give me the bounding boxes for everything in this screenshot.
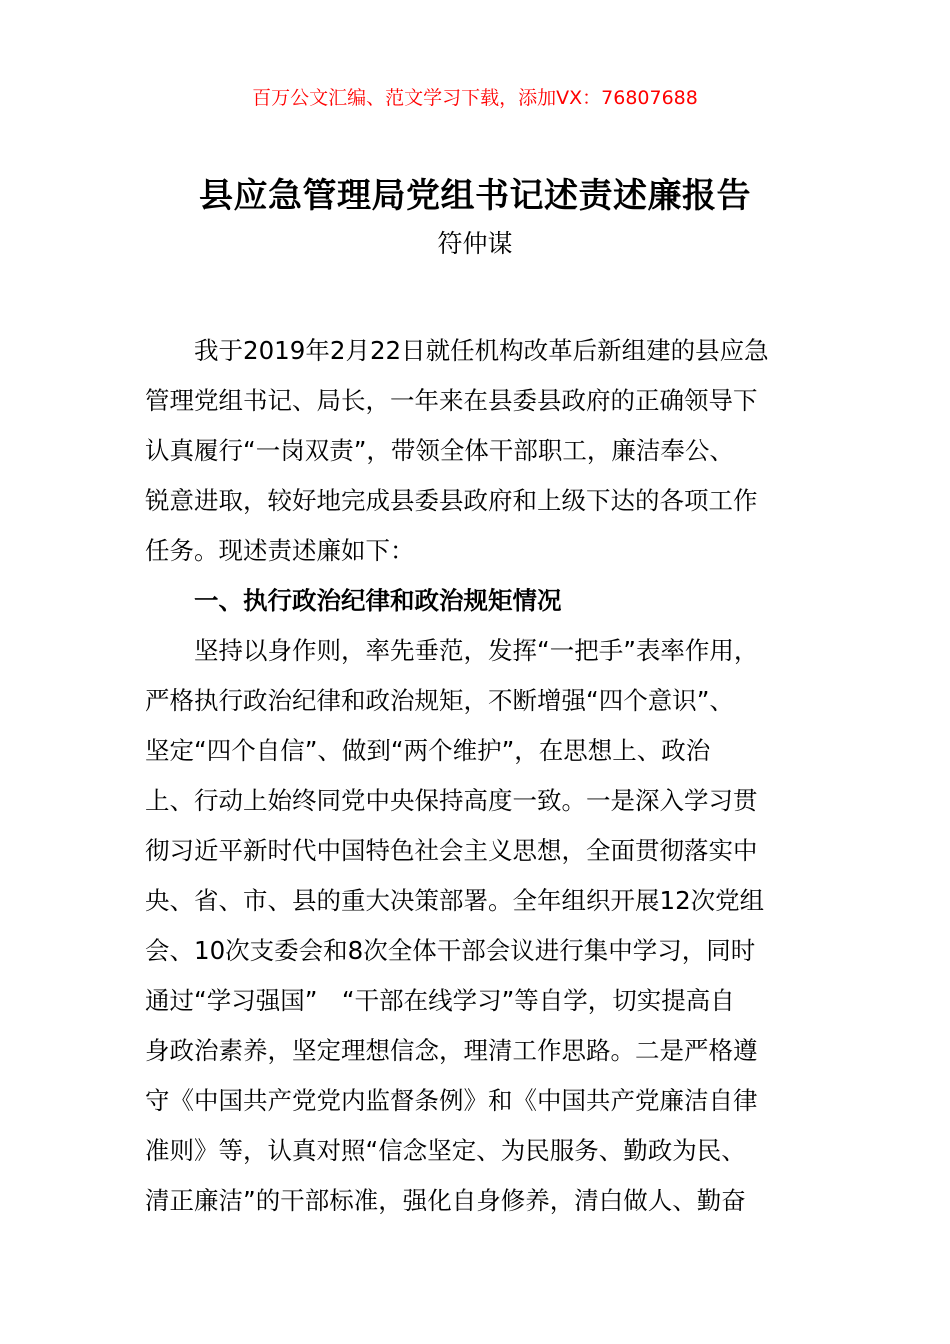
paragraph-line: 任务。现述责述廉如下： bbox=[145, 536, 415, 565]
paragraph-line: 央、省、市、县的重大决策部署。全年组织开展12次党组 bbox=[145, 886, 765, 915]
paragraph-line: 严格执行政治纪律和政治规矩，不断增强“四个意识”、 bbox=[145, 686, 734, 715]
paragraph-line: 守《中国共产党党内监督条例》和《中国共产党廉洁自律 bbox=[145, 1086, 758, 1115]
paragraph-line: 上、行动上始终同党中央保持高度一致。一是深入学习贯 bbox=[145, 786, 758, 815]
paragraph-line: 彻习近平新时代中国特色社会主义思想，全面贯彻落实中 bbox=[145, 836, 758, 865]
paragraph-line: 坚持以身作则，率先垂范，发挥“一把手”表率作用， bbox=[194, 636, 759, 665]
author-name: 符仲谋 bbox=[437, 229, 513, 258]
document-body bbox=[145, 326, 835, 1226]
paragraph-line: 通过“学习强国” “干部在线学习”等自学，切实提高自 bbox=[145, 986, 735, 1015]
paragraph-line: 清正廉洁”的干部标准，强化自身修养，清白做人、勤奋 bbox=[145, 1186, 746, 1215]
document-title: 县应急管理局党组书记述责述廉报告 bbox=[199, 176, 751, 216]
paragraph-line: 认真履行“一岗双责”，带领全体干部职工，廉洁奉公、 bbox=[145, 436, 734, 465]
watermark-banner: 百万公文汇编、范文学习下载，添加VX：76807688 bbox=[252, 87, 698, 109]
paragraph-line: 身政治素养，坚定理想信念，理清工作思路。二是严格遵 bbox=[145, 1036, 758, 1065]
section-heading: 一、执行政治纪律和政治规矩情况 bbox=[194, 586, 562, 615]
paragraph-line: 锐意进取，较好地完成县委县政府和上级下达的各项工作 bbox=[145, 486, 758, 515]
paragraph-line: 准则》等，认真对照“信念坚定、为民服务、勤政为民、 bbox=[145, 1136, 746, 1165]
paragraph-line: 管理党组书记、局长，一年来在县委县政府的正确领导下 bbox=[145, 386, 758, 415]
paragraph-line: 我于2019年2月22日就任机构改革后新组建的县应急 bbox=[194, 336, 769, 365]
paragraph-line: 坚定“四个自信”、做到“两个维护”，在思想上、政治 bbox=[145, 736, 711, 765]
paragraph-line: 会、10次支委会和8次全体干部会议进行集中学习，同时 bbox=[145, 936, 756, 965]
